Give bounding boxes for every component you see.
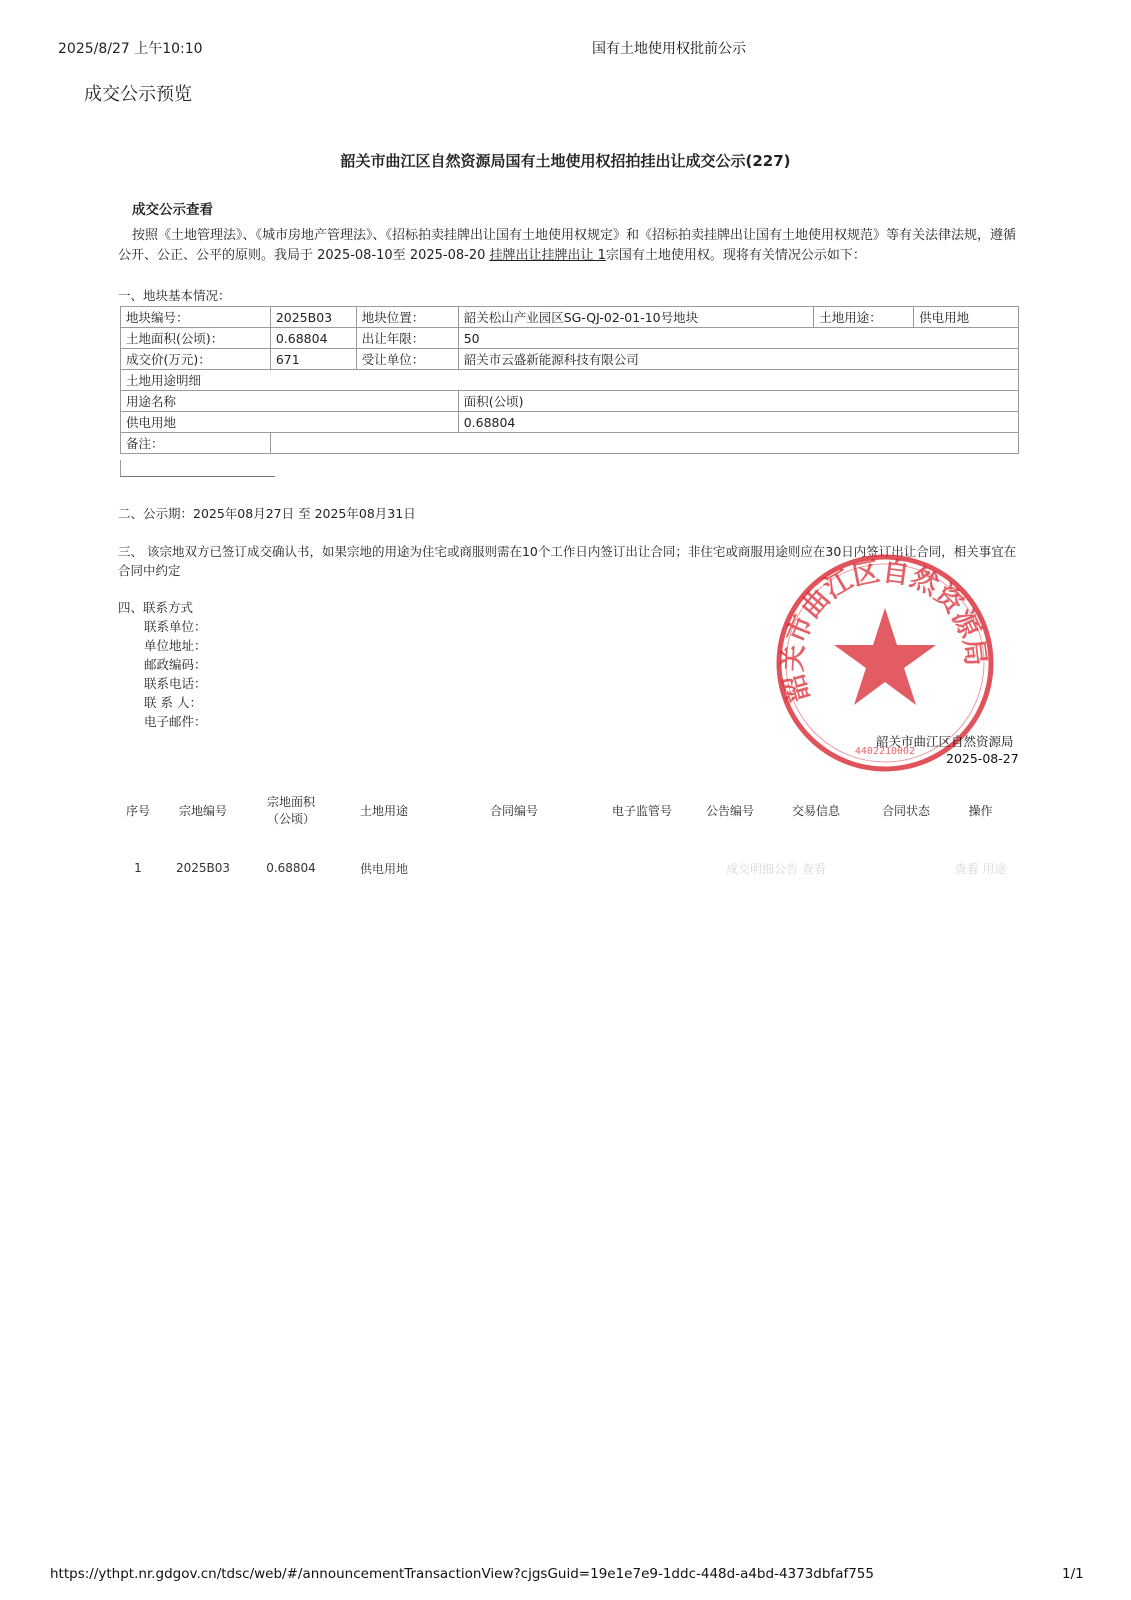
usage-detail-label: 土地用途明细 — [121, 370, 1019, 391]
contact-unit: 联系单位： — [144, 619, 207, 634]
notice-period: 二、公示期：2025年08月27日 至 2025年08月31日 — [118, 506, 416, 521]
table-divider — [120, 460, 121, 476]
col-ops: 操作 — [968, 803, 993, 818]
buyer-value: 韶关市云盛新能源科技有限公司 — [458, 349, 1018, 370]
print-title: 国有土地使用权批前公示 — [592, 41, 746, 57]
term-label: 出让年限： — [356, 328, 458, 349]
trade-info-link[interactable]: 成交明细公告 查看 — [726, 861, 826, 876]
price-label: 成交价(万元)： — [121, 349, 271, 370]
buyer-label: 受让单位： — [356, 349, 458, 370]
col-area-line2: （公顷） — [266, 812, 315, 826]
usage-area-header: 面积(公顷) — [458, 391, 1018, 412]
col-use: 土地用途 — [359, 803, 408, 818]
col-area — [248, 784, 334, 836]
price-value: 671 — [270, 349, 356, 370]
table-row — [121, 412, 1019, 433]
term-value: 50 — [458, 328, 1018, 349]
transaction-table — [118, 784, 1011, 900]
col-trade: 交易信息 — [791, 803, 840, 818]
col-emon: 电子监管号 — [611, 803, 672, 818]
parcel-location-label: 地块位置： — [356, 307, 458, 328]
print-date: 2025/8/27 上午10:10 — [58, 41, 203, 57]
table-row — [121, 349, 1019, 370]
parcel-no-value: 2025B03 — [270, 307, 356, 328]
intro-text-1: 按照《土地管理法》、《城市房地产管理法》、《招标拍卖挂牌出让国有土地使用权规定》和《招标拍卖挂牌出让国有土地使用权规范》等有关法律法规，遵循公开、公正、公平的原则。我局于 2025-08-10至 2025-08-20 — [118, 228, 1017, 263]
contact-person: 联 系 人： — [144, 695, 202, 710]
col-area-line1: 宗地面积 — [266, 795, 315, 809]
table-row — [121, 391, 1019, 412]
col-status: 合同状态 — [881, 803, 930, 818]
contact-phone: 联系电话： — [144, 676, 207, 691]
cell-use: 供电用地 — [359, 861, 408, 876]
cell-emon — [594, 836, 690, 900]
col-seq: 序号 — [125, 803, 150, 818]
contact-postcode: 邮政编码： — [144, 657, 207, 672]
usage-area-value: 0.68804 — [458, 412, 1018, 433]
table-row — [118, 836, 1011, 900]
issuer-name: 韶关市曲江区自然资源局 — [876, 734, 1014, 749]
usage-name-header: 用途名称 — [121, 391, 459, 412]
cell-area: 0.68804 — [266, 861, 316, 875]
section-view-heading: 成交公示查看 — [132, 202, 213, 218]
page-number: 1/1 — [1062, 1566, 1084, 1582]
issue-date: 2025-08-27 — [946, 751, 1019, 766]
intro-underline-1: 挂牌出让 — [489, 248, 542, 263]
table-row — [121, 307, 1019, 328]
remark-label: 备注： — [121, 433, 271, 454]
section1-heading: 一、地块基本情况： — [118, 288, 231, 303]
land-area-label: 土地面积(公顷)： — [121, 328, 271, 349]
document-title: 韶关市曲江区自然资源局国有土地使用权招拍挂出让成交公示(227) — [340, 152, 791, 170]
land-use-label: 土地用途： — [814, 307, 914, 328]
contact-heading: 四、联系方式 — [118, 600, 194, 615]
table-row — [121, 370, 1019, 391]
col-notice: 公告编号 — [705, 803, 754, 818]
cell-parcel: 2025B03 — [175, 861, 231, 875]
intro-underline-2: 挂牌出让 1 — [541, 248, 606, 263]
cell-seq: 1 — [134, 861, 142, 875]
intro-paragraph — [118, 226, 1018, 266]
usage-name-value: 供电用地 — [121, 412, 459, 433]
land-area-value: 0.68804 — [270, 328, 356, 349]
table-header-row — [118, 784, 1011, 836]
contact-email: 电子邮件： — [144, 714, 207, 729]
cell-status — [862, 836, 950, 900]
col-contract: 合同编号 — [489, 803, 538, 818]
remark-value — [270, 433, 1018, 454]
ops-link[interactable]: 查看 用途 — [954, 861, 1007, 876]
contact-address: 单位地址： — [144, 638, 207, 653]
contract-terms: 三、 该宗地双方已签订成交确认书，如果宗地的用途为住宅或商服则需在10个工作日内签订出让合同；非住宅或商服用途则应在30日内签订出让合同，相关事宜在合同中约定 — [118, 544, 1017, 578]
parcel-location-value: 韶关松山产业园区SG-QJ-02-01-10号地块 — [458, 307, 814, 328]
col-parcel: 宗地编号 — [178, 803, 227, 818]
parcel-info-table — [120, 306, 1019, 454]
parcel-no-label: 地块编号： — [121, 307, 271, 328]
cell-contract — [434, 836, 594, 900]
table-divider — [120, 476, 275, 477]
table-row — [121, 433, 1019, 454]
land-use-value: 供电用地 — [914, 307, 1019, 328]
footer-url: https://ythpt.nr.gdgov.cn/tdsc/web/#/announcementTransactionView?cjgsGuid=19e1e7e9-1ddc-448d-a4bd-4373dbfaf755 — [50, 1566, 874, 1582]
seal-ring-text: 韶关市曲江区自然资源局 — [777, 556, 992, 706]
table-row — [121, 328, 1019, 349]
seal-code: 4402210002 — [854, 746, 916, 757]
preview-title: 成交公示预览 — [84, 84, 192, 105]
intro-text-2: 宗国有土地使用权。现将有关情况公示如下： — [605, 248, 866, 263]
